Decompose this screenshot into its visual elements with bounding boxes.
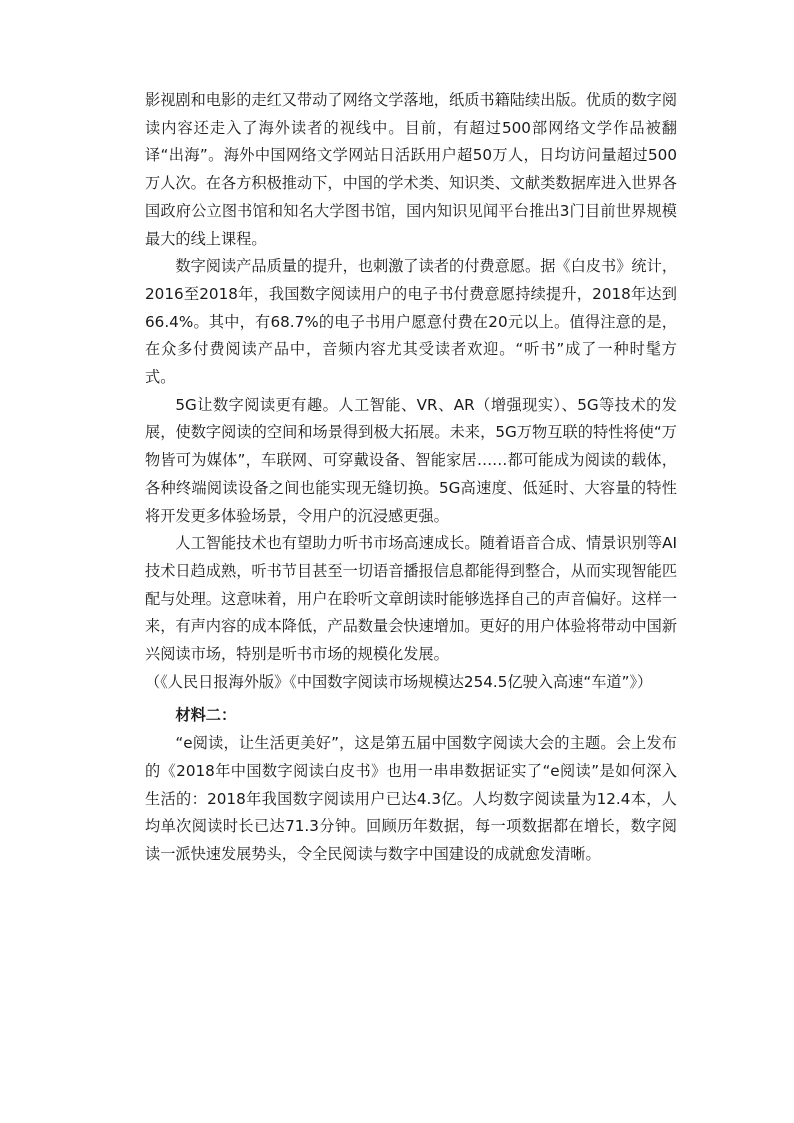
paragraph-continuation: 影视剧和电影的走红又带动了网络文学落地，纸质书籍陆续出版。优质的数字阅读内容还走入了海外读者的视线中。目前，有超过500部网络文学作品被翻译“出海”。海外中国网络文学网站日活跃用户超50万人，日均访问量超过500万人次。在各方积极推动下，中国的学术类、知识类、文献类数据库进入世界各国政府公立图书馆和知名大学图书馆，国内知识见闻平台推出3门目前世界规模最大的线上课程。 bbox=[145, 91, 677, 248]
paragraph-ai-audiobook: 人工智能技术也有望助力听书市场高速成长。随着语音合成、情景识别等AI技术日趋成熟，听书节目甚至一切语音播报信息都能得到整合，从而实现智能匹配与处理。这意味着，用户在聆听文章朗读时能够选择自己的声音偏好。这样一来，有声内容的成本降低，产品数量会快速增加。更好的用户体验将带动中国新兴阅读市场，特别是听书市场的规模化发展。 bbox=[145, 534, 677, 664]
paragraph-e-reading: “e阅读，让生活更美好”，这是第五届中国数字阅读大会的主题。会上发布的《2018年中国数字阅读白皮书》也用一串串数据证实了“e阅读”是如何深入生活的：2018年我国数字阅读用户已达4.3亿。人均数字阅读量为12.4本，人均单次阅读时长已达71.3分钟。回顾历年数据，每一项数据都在增长，数字阅读一派快速发展势头，令全民阅读与数字中国建设的成就愈发清晰。 bbox=[145, 734, 677, 863]
paragraph-paid-reading: 数字阅读产品质量的提升，也刺激了读者的付费意愿。据《白皮书》统计，2016至2018年，我国数字阅读用户的电子书付费意愿持续提升，2018年达到66.4%。其中，有68.7%的电子书用户愿意付费在20元以上。值得注意的是，在众多付费阅读产品中，音频内容尤其受读者欢迎。“听书”成了一种时髦方式。 bbox=[145, 257, 677, 387]
source-citation: （《人民日报海外版》《中国数字阅读市场规模达254.5亿驶入高速“车道”》） bbox=[145, 672, 653, 691]
paragraph-5g-reading: 5G让数字阅读更有趣。人工智能、VR、AR（增强现实）、5G等技术的发展，使数字阅读的空间和场景得到极大拓展。未来，5G万物互联的特性将使“万物皆可为媒体”，车联网、可穿戴设备、智能家居……都可能成为阅读的载体，各种终端阅读设备之间也能实现无缝切换。5G高速度、低延时、大容量的特性将开发更多体验场景，令用户的沉浸感更强。 bbox=[145, 395, 677, 525]
section-heading-material-two: 材料二： bbox=[175, 706, 237, 725]
document-body bbox=[145, 87, 677, 869]
